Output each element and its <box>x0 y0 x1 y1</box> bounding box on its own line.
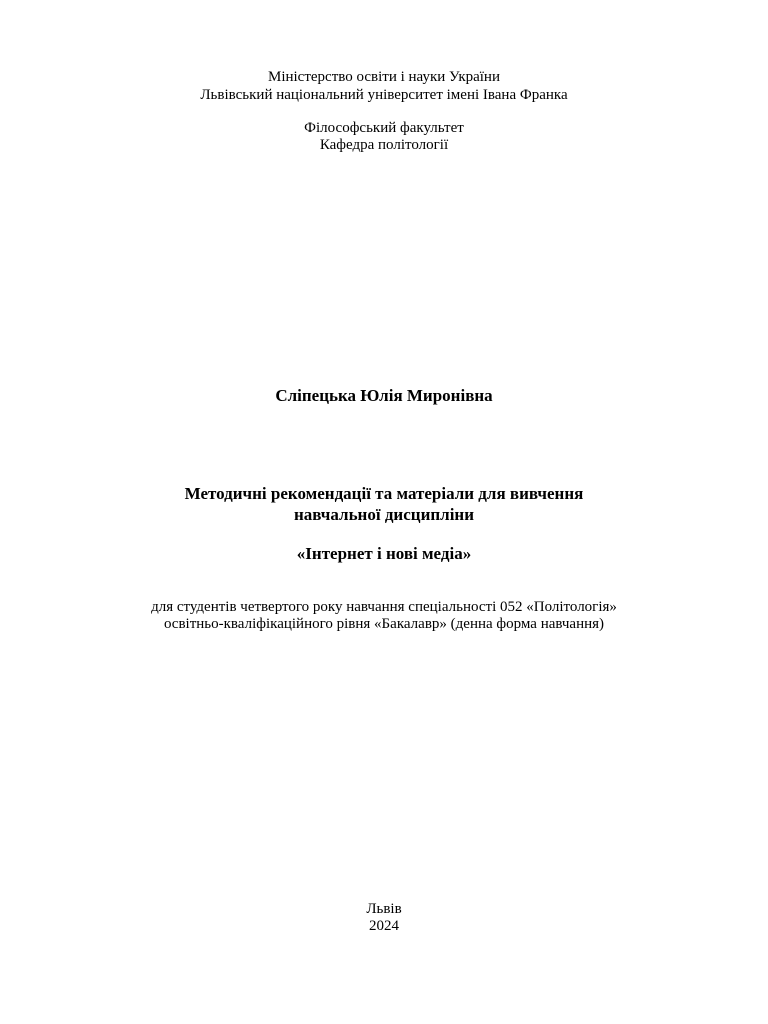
city-name: Львів <box>366 901 402 917</box>
department-name: Кафедра політології <box>319 137 449 153</box>
author-name: Сліпецька Юлія Миронівна <box>275 386 493 405</box>
document-title-line-2: навчальної дисципліни <box>293 505 475 524</box>
document-title-line-1: Методичні рекомендації та матеріали для вивчення <box>184 484 584 503</box>
publication-year: 2024 <box>369 918 399 934</box>
ministry-name: Міністерство освіти і науки України <box>267 69 500 85</box>
audience-line-2: освітньо-кваліфікаційного рівня «Бакалавр» (денна форма навчання) <box>163 616 605 632</box>
course-title: «Інтернет і нові медіа» <box>296 544 472 563</box>
university-name: Львівський національний університет імені Івана Франка <box>200 87 568 103</box>
audience-line-1: для студентів четвертого року навчання спеціальності 052 «Політологія» <box>151 599 617 615</box>
faculty-name: Філософський факультет <box>304 120 464 136</box>
